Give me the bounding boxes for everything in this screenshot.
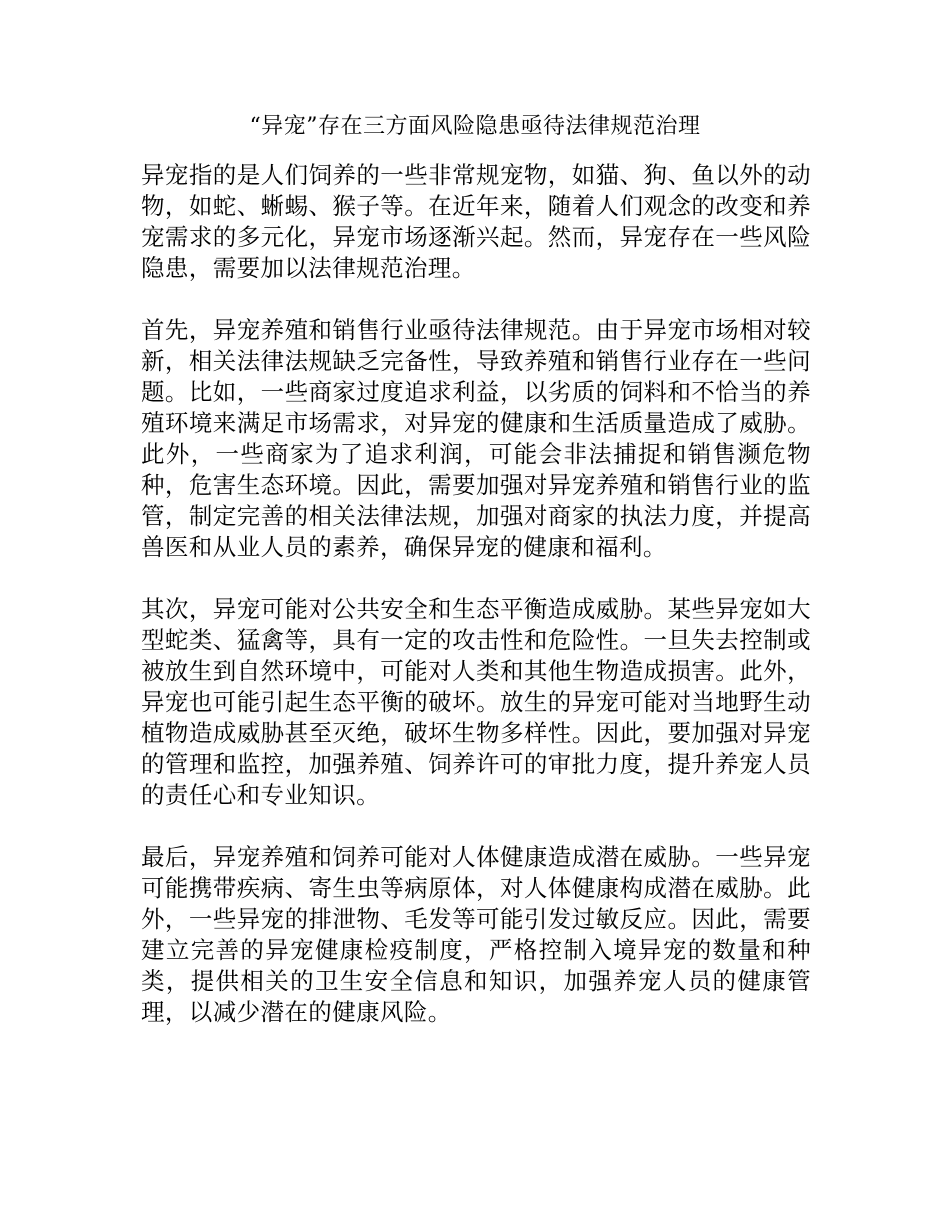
paragraph-last: 最后，异宠养殖和饲养可能对人体健康造成潜在威胁。一些异宠可能携带疾病、寄生虫等病原体，对人体健康构成潜在威胁。此外，一些异宠的排泄物、毛发等可能引发过敏反应。因此，需要建立完善的异宠健康检疫制度，严格控制入境异宠的数量和种类，提供相关的卫生安全信息和知识，加强养宠人员的健康管理，以减少潜在的健康风险。 (141, 843, 811, 1026)
document-body (141, 160, 811, 1059)
paragraph-second: 其次，异宠可能对公共安全和生态平衡造成威胁。某些异宠如大型蛇类、猛禽等，具有一定的攻击性和危险性。一旦失去控制或被放生到自然环境中，可能对人类和其他生物造成损害。此外，异宠也可能引起生态平衡的破坏。放生的异宠可能对当地野生动植物造成威胁甚至灭绝，破坏生物多样性。因此，要加强对异宠的管理和监控，加强养殖、饲养许可的审批力度，提升养宠人员的责任心和专业知识。 (141, 595, 811, 809)
paragraph-intro: 异宠指的是人们饲养的一些非常规宠物，如猫、狗、鱼以外的动物，如蛇、蜥蜴、猴子等。在近年来，随着人们观念的改变和养宠需求的多元化，异宠市场逐渐兴起。然而，异宠存在一些风险隐患，需要加以法律规范治理。 (141, 161, 811, 282)
document-title: “异宠”存在三方面风险隐患亟待法律规范治理 (249, 114, 701, 139)
paragraph-first: 首先，异宠养殖和销售行业亟待法律规范。由于异宠市场相对较新，相关法律法规缺乏完备性，导致养殖和销售行业存在一些问题。比如，一些商家过度追求利益，以劣质的饲料和不恰当的养殖环境来满足市场需求，对异宠的健康和生活质量造成了威胁。此外，一些商家为了追求利润，可能会非法捕捉和销售濒危物种，危害生态环境。因此，需要加强对异宠养殖和销售行业的监管，制定完善的相关法律法规，加强对商家的执法力度，并提高兽医和从业人员的素养，确保异宠的健康和福利。 (141, 316, 811, 561)
